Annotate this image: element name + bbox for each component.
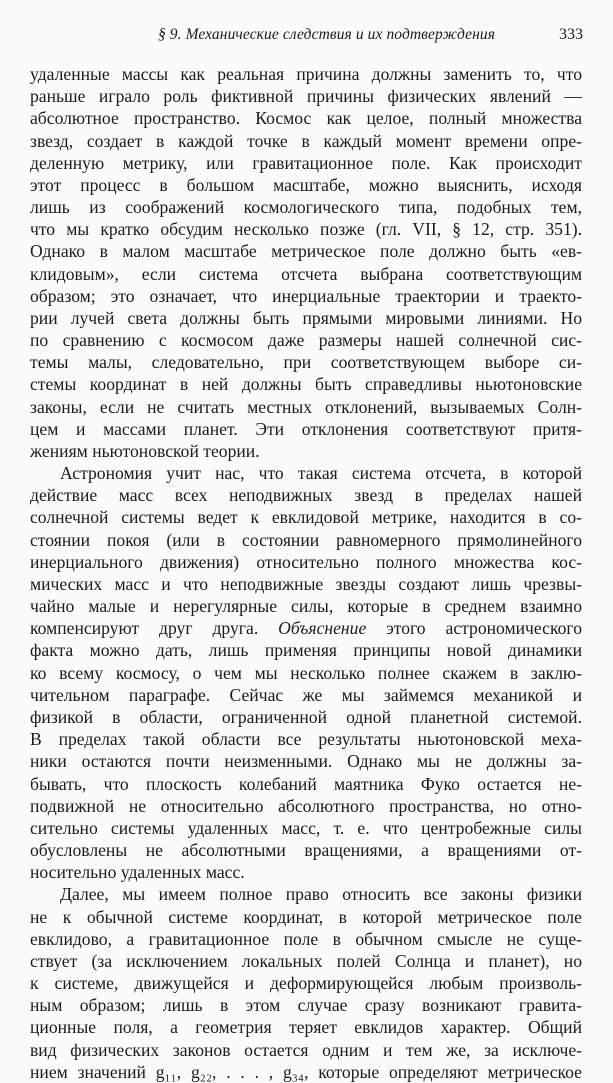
text-line: нием значений g₁₁, g₂₂, . . . , g₃₄, которые определяют метрическое <box>30 1061 582 1082</box>
text-line: чительном параграфе. Сейчас же мы займемся механикой и <box>30 684 582 705</box>
text-line: образом; это означает, что инерциальные траектории и траекто- <box>30 285 582 306</box>
text-line: факта можно дать, лишь применяя принципы новой динамики <box>30 640 582 661</box>
text-line: вид физических законов остается одним и тем же, за исключе- <box>30 1039 582 1060</box>
text-line: раньше играло роль фиктивной причины физических явлений — <box>30 86 582 107</box>
page-number: 333 <box>559 26 583 43</box>
text-line: Астрономия учит нас, что такая система отсчета, в которой <box>60 463 582 484</box>
text-line: цем и массами планет. Эти отклонения соответствуют притя- <box>30 418 582 439</box>
text-line: законы, если не считать местных отклонений, вызываемых Солн- <box>30 396 582 417</box>
text-line: сительно системы удаленных масс, т. е. что центробежные силы <box>30 817 582 838</box>
text-line: что мы кратко обсудим несколько позже (гл. VII, § 12, стр. 351). <box>30 219 582 240</box>
text-line: В пределах такой области все результаты ньютоновской меха- <box>30 729 582 750</box>
text-line: абсолютное пространство. Космос как целое, полный множества <box>30 108 582 129</box>
running-head <box>30 26 583 48</box>
text-line: бывать, что плоскость колебаний маятника Фуко остается не- <box>30 773 582 794</box>
text-line: подвижной не относительно абсолютного пространства, но отно- <box>30 795 582 816</box>
text-line: ники остаются почти неизменными. Однако мы не должны за- <box>30 751 582 772</box>
text-line: ствует (за исключением локальных полей Солнца и планет), но <box>30 950 582 971</box>
text-line: солнечной системы ведет к евклидовой метрике, находится в со- <box>30 507 582 528</box>
text-line: лишь из соображений космологического типа, подобных тем, <box>30 197 582 218</box>
text-line: инерциального движения) относительно полного множества кос- <box>30 551 582 572</box>
paragraph <box>30 883 582 1083</box>
text-line: носительно удаленных масс. <box>30 862 245 883</box>
text-line: стоянии покоя (или в состоянии равномерного прямолинейного <box>30 529 582 550</box>
text-line: ционные поля, а геометрия теряет евклидов характер. Общий <box>30 1017 582 1038</box>
section-title: § 9. Механические следствия и их подтверждения <box>157 26 496 43</box>
text-line: компенсируют друг друга. Объяснение этого астрономического <box>30 618 582 639</box>
text-line: Однако в малом масштабе метрическое поле должно быть «ев- <box>30 241 582 262</box>
text-line: стемы координат в ней должны быть справедливы ньютоновские <box>30 374 582 395</box>
text-line: удаленные массы как реальная причина должны заменить то, что <box>30 64 582 84</box>
text-line: по сравнению с космосом даже размеры нашей солнечной сис- <box>30 330 582 351</box>
text-line: Далее, мы имеем полное право относить все законы физики <box>60 884 582 905</box>
text-line: деленную метрику, или гравитационное поле. Как происходит <box>30 152 582 173</box>
text-line: не к обычной системе координат, в которой метрическое поле <box>30 906 582 927</box>
text-line: действие масс всех неподвижных звезд в пределах нашей <box>30 485 582 506</box>
text-line: жениям ньютоновской теории. <box>30 440 260 461</box>
text-line: клидовым», если система отсчета выбрана соответствующим <box>30 263 582 284</box>
text-line: к системе, движущейся и деформирующейся любым произволь- <box>30 973 582 994</box>
text-line: рии лучей света должны быть прямыми мировыми линиями. Но <box>30 307 582 328</box>
text-line: чайно малые и нерегулярные силы, которые в среднем взаимно <box>30 596 582 617</box>
text-line: этот процесс в большом масштабе, можно выяснить, исходя <box>30 174 582 195</box>
text-line: звезд, создает в каждой точке в каждый момент времени опре- <box>30 130 582 151</box>
text-line: темы малы, следовательно, при соответствующем выборе си- <box>30 352 582 373</box>
body-text <box>30 63 582 1083</box>
paragraph <box>30 462 582 883</box>
paragraph <box>30 63 582 462</box>
text-line: ным образом; лишь в этом случае сразу возникают гравита- <box>30 995 582 1016</box>
text-line: физикой в области, ограниченной одной планетной системой. <box>30 706 582 727</box>
text-line: евклидово, а гравитационное поле в обычном смысле не суще- <box>30 928 582 949</box>
text-line: мических масс и что неподвижные звезды создают лишь чрезвы- <box>30 573 582 594</box>
text-line: обусловлены не абсолютными вращениями, а вращениями от- <box>30 840 582 861</box>
text-line: ко всему космосу, о чем мы несколько полнее скажем в заклю- <box>30 662 582 683</box>
